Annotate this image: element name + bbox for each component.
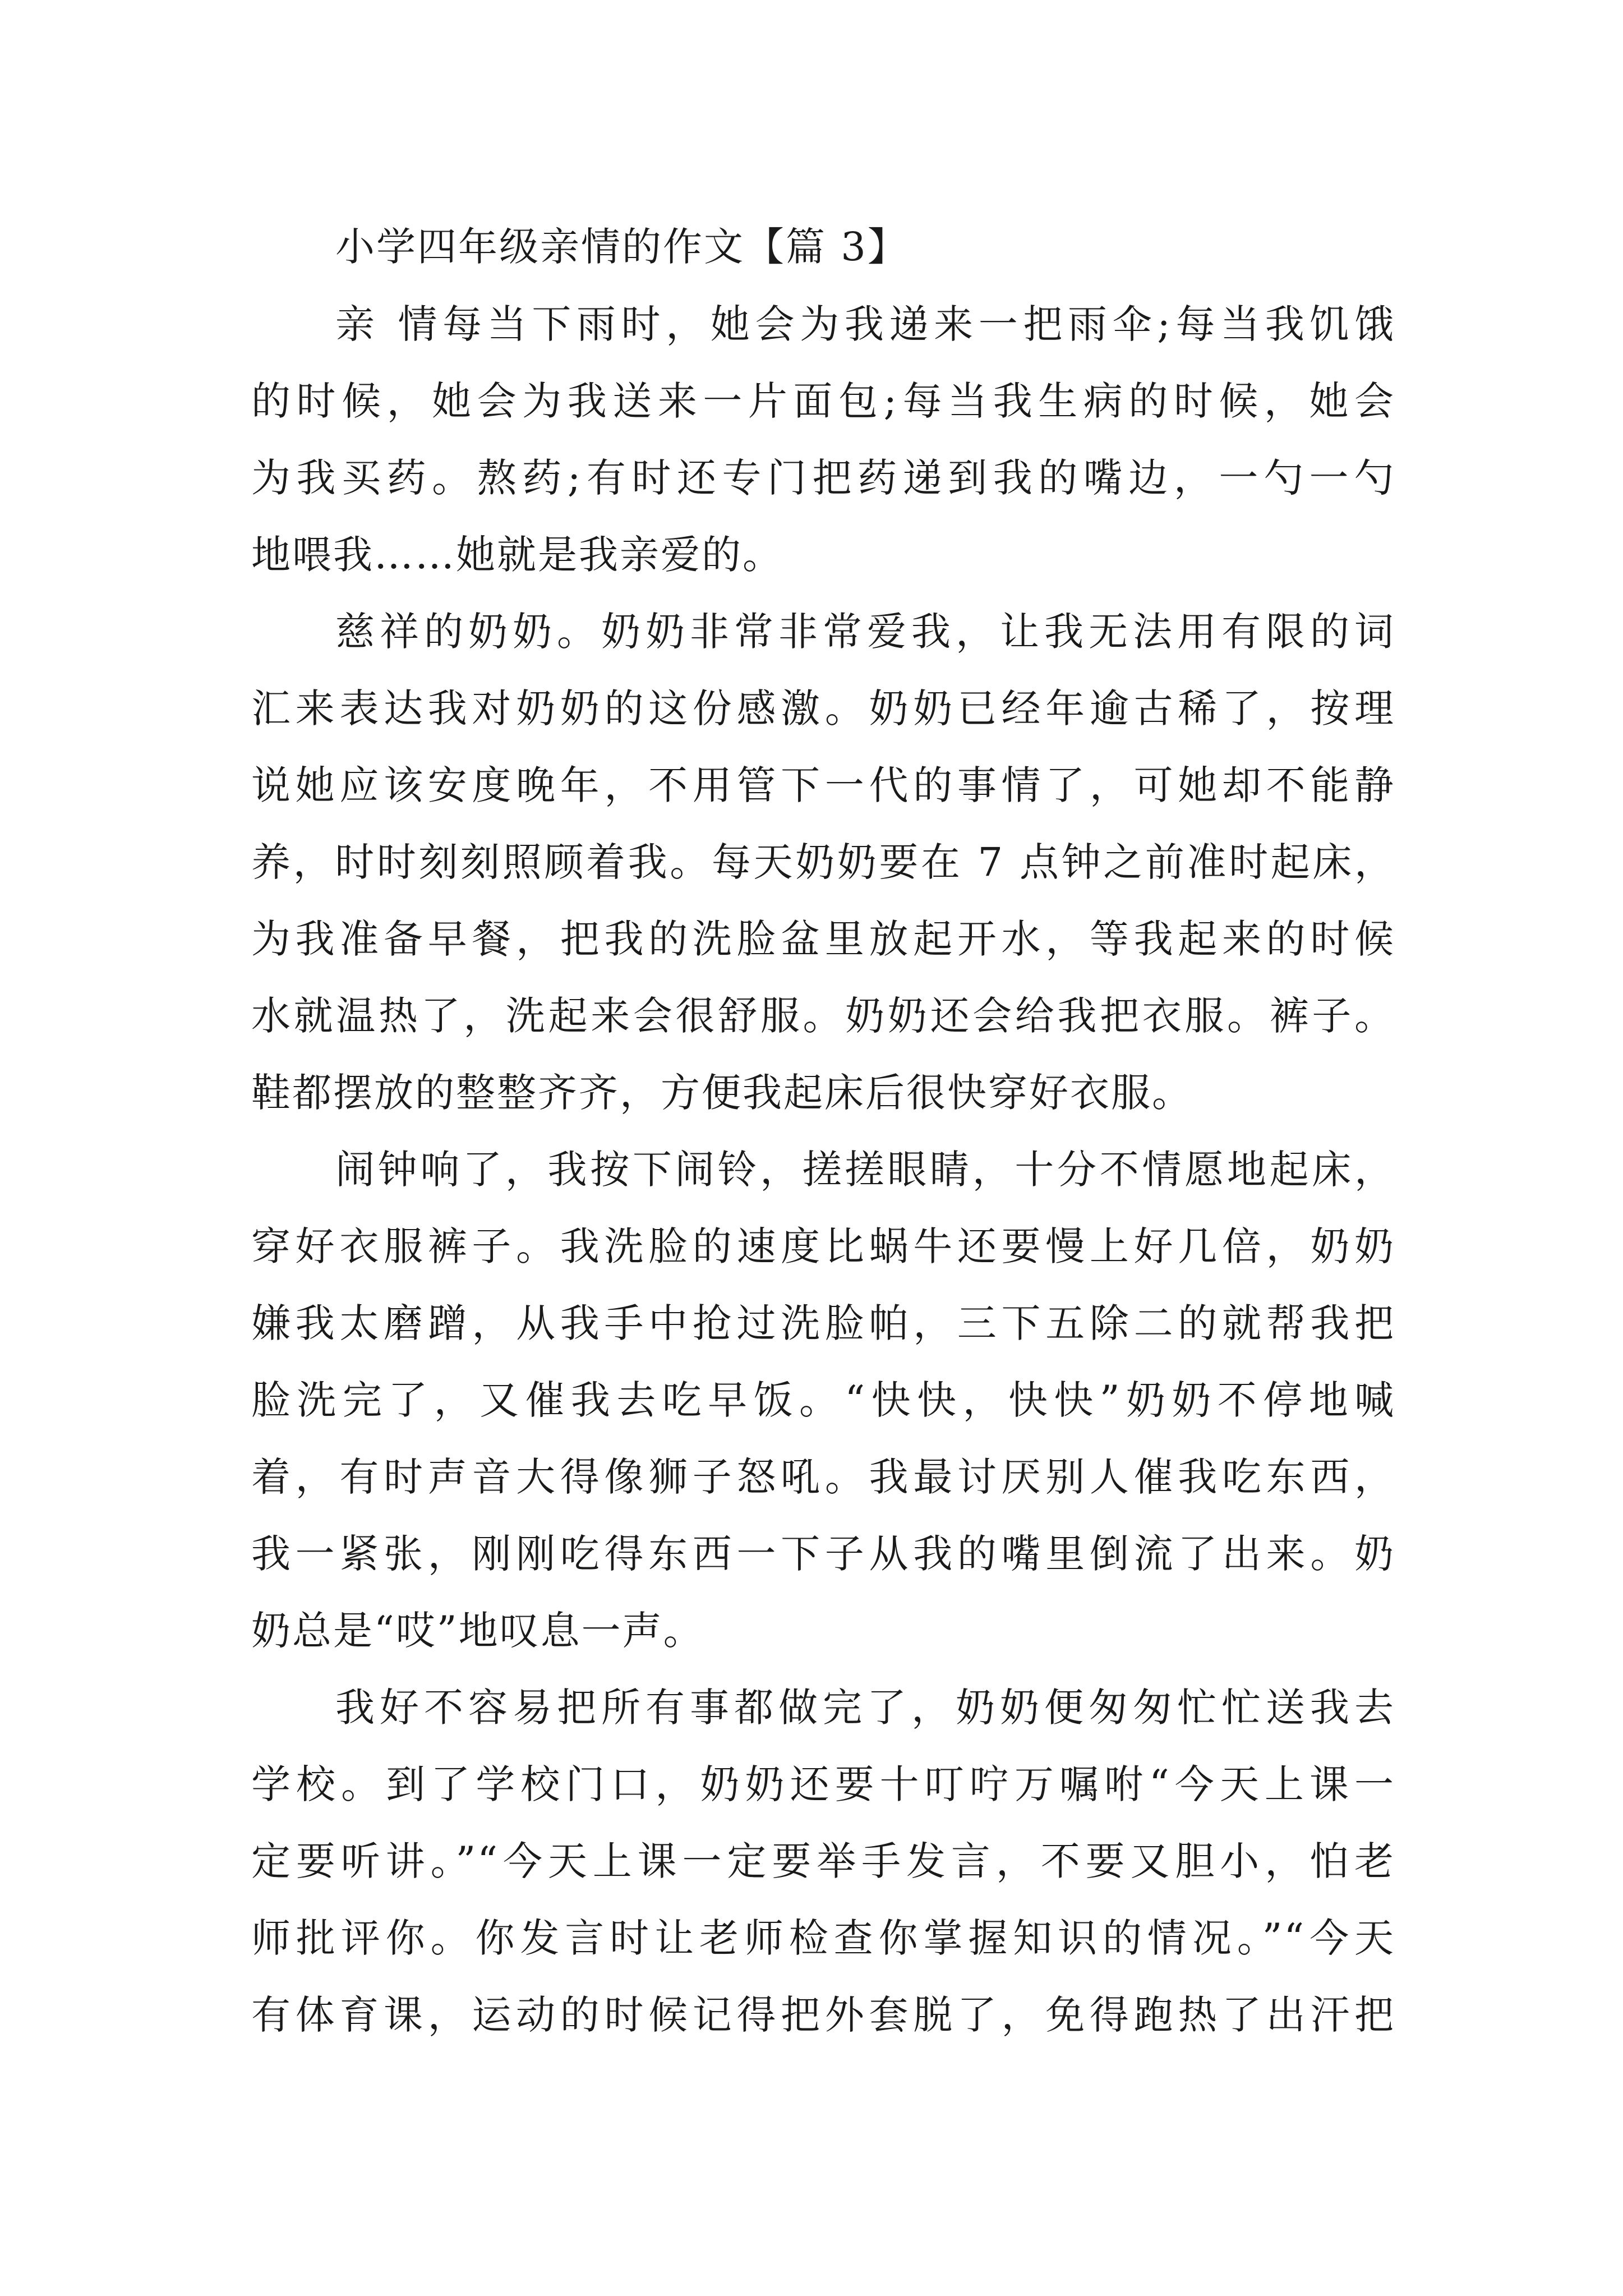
paragraph-line: 脸洗完了，又催我去吃早饭。“快快，快快”奶奶不停地喊 [251, 1377, 1395, 1423]
paragraph-line: 我一紧张，刚刚吃得东西一下子从我的嘴里倒流了出来。奶 [251, 1531, 1395, 1577]
paragraph-line: 嫌我太磨蹭，从我手中抢过洗脸帕，三下五除二的就帮我把 [251, 1300, 1395, 1346]
paragraph-line: 地喂我……她就是我亲爱的。 [251, 532, 783, 578]
paragraph-line: 鞋都摆放的整整齐齐，方便我起床后很快穿好衣服。 [251, 1070, 1193, 1116]
paragraph-line: 为我准备早餐，把我的洗脸盆里放起开水，等我起来的时候 [251, 916, 1395, 962]
paragraph-line: 的时候，她会为我送来一片面包;每当我生病的时候，她会 [251, 378, 1395, 424]
paragraph-line: 汇来表达我对奶奶的这份感激。奶奶已经年逾古稀了，按理 [251, 685, 1395, 731]
paragraph-line: 奶总是“哎”地叹息一声。 [251, 1608, 704, 1654]
paragraph-line: 穿好衣服裤子。我洗脸的速度比蜗牛还要慢上好几倍，奶奶 [251, 1223, 1395, 1269]
paragraph-line: 水就温热了，洗起来会很舒服。奶奶还会给我把衣服。裤子。 [251, 993, 1395, 1039]
paragraph-line: 养，时时刻刻照顾着我。每天奶奶要在 7 点钟之前准时起床， [251, 839, 1395, 885]
paragraph-line: 学校。到了学校门口，奶奶还要十叮咛万嘱咐“今天上课一 [251, 1761, 1395, 1807]
paragraph-line: 慈祥的奶奶。奶奶非常非常爱我，让我无法用有限的词 [335, 609, 1395, 655]
paragraph-line: 为我买药。熬药;有时还专门把药递到我的嘴边，一勺一勺 [251, 455, 1395, 501]
paragraph-line: 有体育课，运动的时候记得把外套脱了，免得跑热了出汗把 [251, 1992, 1395, 2038]
paragraph-line: 亲 情每当下雨时，她会为我递来一把雨伞;每当我饥饿 [335, 301, 1395, 347]
essay-title: 小学四年级亲情的作文【篇 3】 [335, 224, 909, 270]
paragraph-line: 定要听讲。”“今天上课一定要举手发言，不要又胆小，怕老 [251, 1838, 1395, 1884]
paragraph-line: 我好不容易把所有事都做完了，奶奶便匆匆忙忙送我去 [335, 1685, 1395, 1731]
paragraph-line: 师批评你。你发言时让老师检查你掌握知识的情况。”“今天 [251, 1915, 1395, 1961]
paragraph-line: 闹钟响了，我按下闹铃，搓搓眼睛，十分不情愿地起床， [335, 1147, 1395, 1193]
paragraph-line: 着，有时声音大得像狮子怒吼。我最讨厌别人催我吃东西， [251, 1454, 1395, 1500]
paragraph-line: 说她应该安度晚年，不用管下一代的事情了，可她却不能静 [251, 762, 1395, 808]
